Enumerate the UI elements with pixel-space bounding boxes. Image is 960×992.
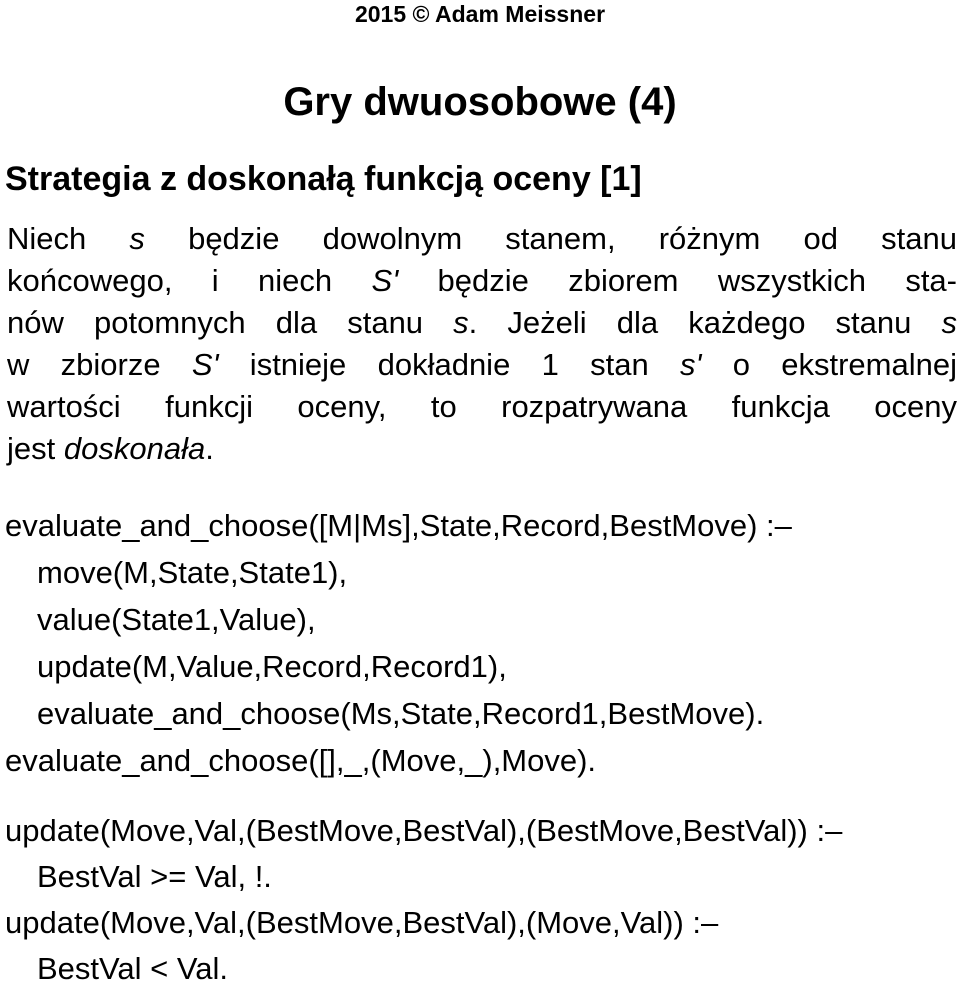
code-line: evaluate_and_choose([M|Ms],State,Record,BestMove) :– — [5, 508, 792, 543]
copyright-header: 2015 © Adam Meissner — [354, 1, 606, 27]
code-line: evaluate_and_choose([],_,(Move,_),Move). — [5, 743, 597, 778]
paragraph-line: jest doskonała. — [7, 431, 214, 466]
paragraph-line: końcowego, i niech S' będzie zbiorem wszystkich sta- — [7, 263, 957, 298]
code-block-update — [5, 808, 842, 992]
code-line: evaluate_and_choose(Ms,State,Record1,BestMove). — [37, 696, 765, 731]
code-line: update(Move,Val,(BestMove,BestVal),(Move,Val)) :– — [5, 905, 719, 940]
definition-paragraph — [7, 218, 957, 470]
code-line: value(State1,Value), — [37, 602, 316, 637]
slide-title: Gry dwuosobowe (4) — [283, 80, 677, 124]
code-line: move(M,State,State1), — [37, 555, 348, 590]
code-line: update(M,Value,Record,Record1), — [37, 649, 507, 684]
paragraph-line: w zbiorze S' istnieje dokładnie 1 stan s' o ekstremalnej — [7, 347, 957, 382]
code-line: BestVal >= Val, !. — [37, 859, 272, 894]
paragraph-line: nów potomnych dla stanu s. Jeżeli dla każdego stanu s — [7, 305, 957, 340]
code-block-evaluate — [5, 502, 792, 784]
paragraph-line: Niech s będzie dowolnym stanem, różnym od stanu — [7, 221, 957, 256]
code-line: BestVal < Val. — [37, 951, 228, 986]
code-line: update(Move,Val,(BestMove,BestVal),(BestMove,BestVal)) :– — [5, 813, 843, 848]
section-heading: Strategia z doskonałą funkcją oceny [1] — [5, 160, 642, 198]
paragraph-line: wartości funkcji oceny, to rozpatrywana funkcja oceny — [7, 389, 957, 424]
